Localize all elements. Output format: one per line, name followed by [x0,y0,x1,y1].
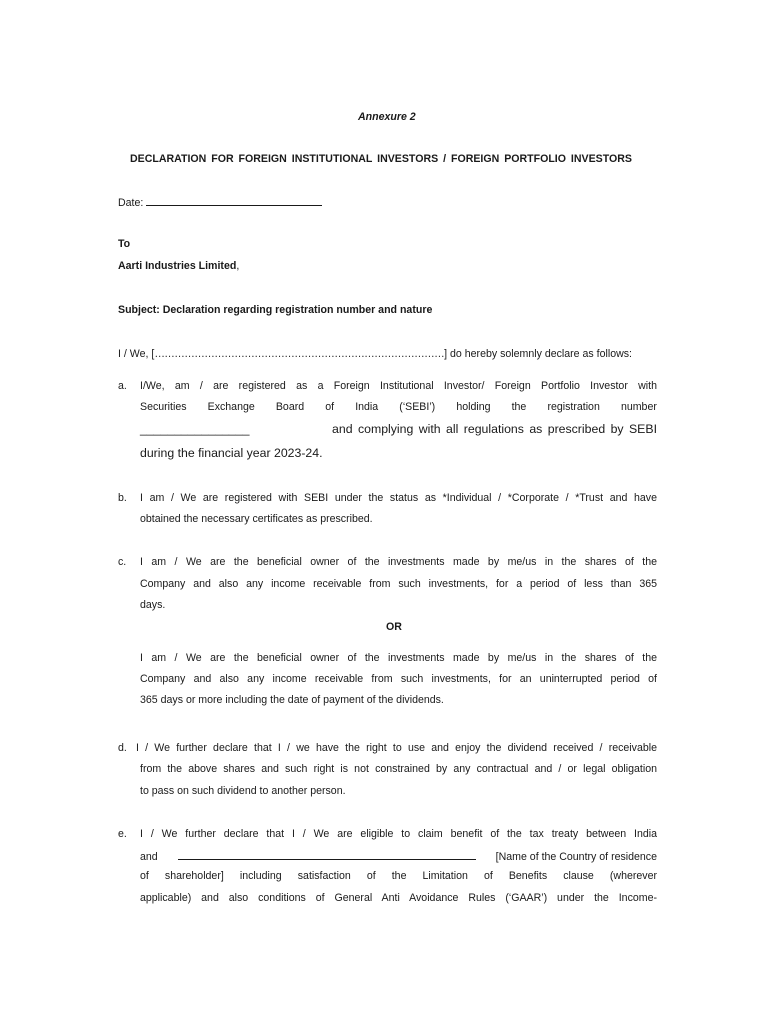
item-e-line: applicable) and also conditions of General Anti Avoidance Rules (‘GAAR’) under the Income- [140,892,657,904]
item-a-line: Securities Exchange Board of India (‘SEBI’) holding the registration number [140,401,657,413]
item-e-line: and [Name of the Country of residence [140,851,657,863]
or-separator: OR [386,621,402,633]
date-line [118,195,322,209]
item-e-line: of shareholder] including satisfaction of the Limitation of Benefits clause (wherever [140,870,657,882]
intro-line: I / We, [……………………………………………………………………………] do hereby solemnly declare as follows: [118,348,632,360]
item-b-line: obtained the necessary certificates as prescribed. [140,513,373,525]
item-d-line: to pass on such dividend to another person. [140,785,346,797]
addressee-to: To [118,238,131,250]
item-d-line: I / We further declare that I / we have the right to use and enjoy the dividend received / receivable [136,742,657,754]
declaration-heading: DECLARATION FOR FOREIGN INSTITUTIONAL INVESTORS / FOREIGN PORTFOLIO INVESTORS [130,153,632,165]
item-a-line: I/We, am / are registered as a Foreign Institutional Investor/ Foreign Portfolio Investor with [140,380,657,392]
item-c-alt-line: I am / We are the beneficial owner of the investments made by me/us in the shares of the [140,652,657,664]
item-c-alt-line: 365 days or more including the date of payment of the dividends. [140,694,444,706]
name-placeholder-dots[interactable]: …………………………………………………………………………… [154,348,445,360]
annexure-title: Annexure 2 [358,111,416,123]
item-c-marker: c. [118,556,127,568]
item-d-marker: d. [118,742,127,754]
subject-line: Subject: Declaration regarding registration number and nature [118,304,433,316]
item-c-alt-line: Company and also any income receivable from such investments, for an uninterrupted period of [140,673,657,685]
item-c-line: I am / We are the beneficial owner of the investments made by me/us in the shares of the [140,556,657,568]
item-e-line: I / We further declare that I / We are eligible to claim benefit of the tax treaty between India [140,828,657,840]
item-c-line: Company and also any income receivable from such investments, for a period of less than 365 [140,578,657,590]
item-a-line: ________________ and complying with all regulations as prescribed by SEBI [140,422,657,436]
item-d-line: from the above shares and such right is not constrained by any contractual and / or legal obligation [140,763,657,775]
item-b-marker: b. [118,492,127,504]
date-label: Date: [118,197,144,209]
addressee-company: Aarti Industries Limited, [118,260,240,272]
company-name: Aarti Industries Limited [118,260,237,272]
item-c-line: days. [140,599,166,611]
item-e-marker: e. [118,828,127,840]
country-of-residence-field[interactable] [178,849,476,860]
item-a-marker: a. [118,380,127,392]
item-a-line: during the financial year 2023-24. [140,446,323,460]
registration-number-field[interactable]: ________________ [140,422,250,436]
date-field[interactable] [146,195,322,206]
item-b-line: I am / We are registered with SEBI under the status as *Individual / *Corporate / *Trust and have [140,492,657,504]
